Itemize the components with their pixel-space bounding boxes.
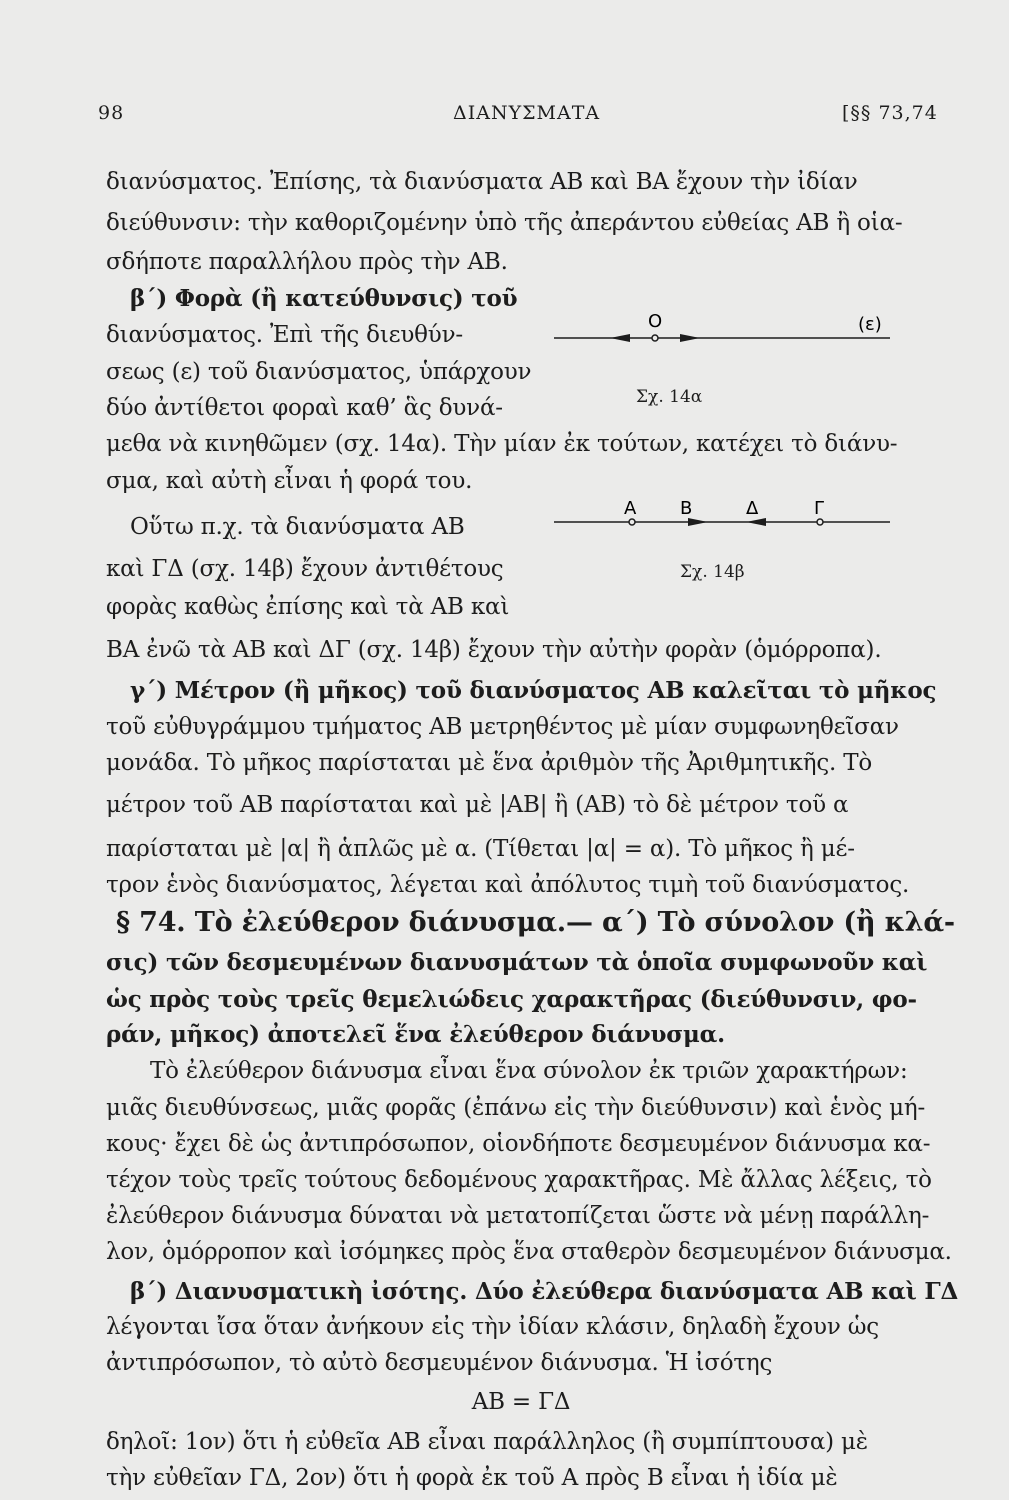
subheading-vector-equality: β΄) Διανυσματικὴ ἰσότης. Δύο ἐλεύθερα διανύσματα AB καὶ ΓΔ (130, 1278, 959, 1305)
text-line: ἀντιπρόσωπον, τὸ αὐτὸ δεσμευμένον διάνυσμα. Ἡ ἰσότης (106, 1350, 773, 1376)
text-line: ὡς πρὸς τοὺς τρεῖς θεμελιώδεις χαρακτῆρας (διεύθυνσιν, φο- (106, 986, 917, 1013)
label-d: Δ (746, 500, 759, 519)
section-reference: [§§ 73,74 (842, 102, 938, 124)
equation-ab-equals-gd: AB = ΓΔ (471, 1389, 571, 1415)
text-line: διανύσματος. Ἐπίσης, τὰ διανύσματα AB καὶ BA ἔχουν τὴν ἰδίαν (106, 169, 858, 195)
text-line: δύο ἀντίθετοι φοραὶ καθ’ ἃς δυνά- (106, 395, 503, 421)
text-line: διανύσματος. Ἐπὶ τῆς διευθύν- (106, 322, 463, 348)
label-e: (ε) (858, 314, 882, 335)
text-line: σδήποτε παραλλήλου πρὸς τὴν AB. (106, 249, 508, 275)
text-line: διεύθυνσιν: τὴν καθοριζομένην ὑπὸ τῆς ἀπεράντου εὐθείας AB ἢ οἱα- (106, 210, 903, 236)
text-line: καὶ ΓΔ (σχ. 14β) ἔχουν ἀντιθέτους (106, 556, 504, 582)
text-line: δηλοῖ: 1ον) ὅτι ἡ εὐθεῖα AB εἶναι παράλληλος (ἢ συμπίπτουσα) μὲ (106, 1429, 868, 1455)
section-heading-74: § 74. Τὸ ἐλεύθερον διάνυσμα.— α΄) Τὸ σύνολον (ἢ κλά- (116, 907, 955, 938)
arrow-left-icon (746, 518, 766, 526)
text-line: σμα, καὶ αὐτὴ εἶναι ἡ φορά του. (106, 468, 473, 494)
text-line: σις) τῶν δεσμευμένων διανυσμάτων τὰ ὁποῖα συμφωνοῦν καὶ (106, 949, 928, 976)
text-line: λέγονται ἴσα ὅταν ἀνήκουν εἰς τὴν ἰδίαν κλάσιν, δηλαδὴ ἔχουν ὡς (106, 1314, 879, 1340)
text-line: μιᾶς διευθύνσεως, μιᾶς φορᾶς (ἐπάνω εἰς τὴν διεύθυνσιν) καὶ ἑνὸς μή- (106, 1095, 926, 1121)
text-line: τὴν εὐθεῖαν ΓΔ, 2ον) ὅτι ἡ φορὰ ἐκ τοῦ A πρὸς B εἶναι ἡ ἰδία μὲ (106, 1465, 838, 1491)
figure-14a (550, 300, 910, 360)
text-line: Τὸ ἐλεύθερον διάνυσμα εἶναι ἕνα σύνολον ἐκ τριῶν χαρακτήρων: (150, 1058, 908, 1084)
text-line: ράν, μῆκος) ἀποτελεῖ ἕνα ἐλεύθερον διάνυσμα. (106, 1021, 725, 1048)
running-title: ΔΙΑΝΥΣΜΑΤΑ (453, 102, 601, 124)
label-b: B (680, 500, 693, 519)
text-line: φορὰς καθὼς ἐπίσης καὶ τὰ AB καὶ (106, 594, 510, 620)
text-line: τέχον τοὺς τρεῖς τούτους δεδομένους χαρακτῆρας. Μὲ ἄλλας λέξεις, τὸ (106, 1167, 932, 1193)
point-a (629, 519, 635, 525)
label-a: A (624, 500, 637, 519)
point-o (652, 335, 658, 341)
point-g (817, 519, 823, 525)
text-line: λον, ὁμόρροπον καὶ ἰσόμηκες πρὸς ἕνα σταθερὸν δεσμευμένον διάνυσμα. (106, 1239, 952, 1265)
figure-14b (550, 500, 910, 540)
arrow-right-icon (680, 334, 700, 342)
subheading-magnitude: γ΄) Μέτρον (ἢ μῆκος) τοῦ διανύσματος AB καλεῖται τὸ μῆκος (130, 677, 937, 704)
subheading-direction-sense: β΄) Φορὰ (ἢ κατεύθυνσις) τοῦ (130, 285, 518, 312)
text-line: σεως (ε) τοῦ διανύσματος, ὑπάρχουν (106, 359, 532, 385)
text-line: μέτρον τοῦ AB παρίσταται καὶ μὲ |AB| ἢ (AB) τὸ δὲ μέτρον τοῦ α (106, 792, 849, 818)
page-number: 98 (98, 102, 125, 124)
arrow-left-icon (610, 334, 630, 342)
text-line: κους· ἔχει δὲ ὡς ἀντιπρόσωπον, οἱονδήποτε δεσμευμένον διάνυσμα κα- (106, 1131, 931, 1157)
text-line: ἐλεύθερον διάνυσμα δύναται νὰ μετατοπίζεται ὥστε νὰ μένῃ παράλλη- (106, 1203, 930, 1229)
text-line: τρον ἑνὸς διανύσματος, λέγεται καὶ ἀπόλυτος τιμὴ τοῦ διανύσματος. (106, 872, 910, 898)
text-line: μεθα νὰ κινηθῶμεν (σχ. 14α). Τὴν μίαν ἐκ τούτων, κατέχει τὸ διάνυ- (106, 431, 898, 457)
text-line: τοῦ εὐθυγράμμου τμήματος AB μετρηθέντος μὲ μίαν συμφωνηθεῖσαν (106, 714, 899, 740)
caption-14a: Σχ. 14α (636, 387, 703, 407)
text-line: Οὕτω π.χ. τὰ διανύσματα AB (130, 514, 465, 540)
text-line: παρίσταται μὲ |α| ἢ ἁπλῶς μὲ α. (Τίθεται |α| = α). Τὸ μῆκος ἢ μέ- (106, 836, 855, 862)
arrow-right-icon (688, 518, 708, 526)
caption-14b: Σχ. 14β (680, 562, 745, 582)
text-line: μονάδα. Τὸ μῆκος παρίσταται μὲ ἕνα ἀριθμὸν τῆς Ἀριθμητικῆς. Τὸ (106, 750, 873, 776)
label-g: Γ (814, 500, 825, 519)
text-line: BA ἐνῶ τὰ AB καὶ ΔΓ (σχ. 14β) ἔχουν τὴν αὐτὴν φορὰν (ὁμόρροπα). (106, 637, 882, 663)
label-o: O (648, 311, 663, 332)
